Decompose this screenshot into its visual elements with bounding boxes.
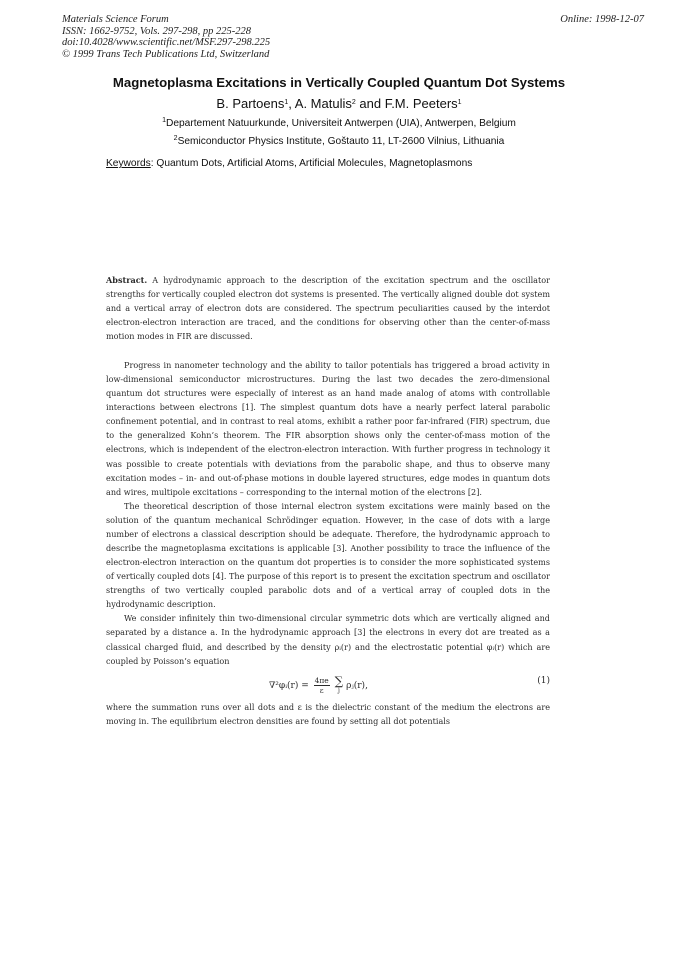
paragraph: The theoretical description of those internal electron system excitations were mainly based on the solution of the quantum mechanical Schrödinger equation. However, in the case of dots with a large number of electrons a classical description should be adequate. Therefore, the hydrodynamic approach to describe the magnetoplasma excitations is applicable [3]. Another possibility to trace the influence of the electron-electron interaction on the quantum dot properties is to consider the more sophisticated systems of vertically coupled dots [4]. The purpose of this report is to present the excitation spectrum and oscillator strengths of two vertically coupled parabolic dots and of a vertical array of coupled dots in the hydrodynamic description. [106, 500, 550, 610]
fraction-numerator: 4πe [314, 676, 329, 685]
author-name: F.M. Peeters [384, 96, 458, 111]
affiliation-marker: 1 [457, 99, 462, 106]
equation-fraction [314, 676, 330, 695]
paragraph: We consider infinitely thin two-dimensional circular symmetric dots which are vertically aligned and separated by a distance a. In the hydrodynamic approach [3] the electrons in every dot are treated as a classical charged fluid, and described by the density ρᵢ(r) and the electrostatic potential φᵢ(r) which are coupled by Poisson’s equation [106, 613, 550, 666]
author-separator: and [355, 96, 385, 111]
issn-line: ISSN: 1662-9752, Vols. 297-298, pp 225-228 [62, 25, 251, 37]
affiliation-text: Semiconductor Physics Institute, Goštauto 11, LT-2600 Vilnius, Lithuania [177, 136, 505, 147]
keywords-label: Keywords [106, 158, 151, 169]
equation-rhs: ρⱼ(r), [346, 681, 368, 691]
equation-body [269, 673, 368, 695]
sum-symbol: ∑ [334, 673, 344, 688]
affiliation-marker: 2 [351, 99, 356, 106]
keywords-line: Keywords: Quantum Dots, Artificial Atoms, Artificial Molecules, Magnetoplasmons [106, 158, 473, 169]
abstract-label: Abstract. [106, 275, 148, 285]
keywords-list: Quantum Dots, Artificial Atoms, Artificial Molecules, Magnetoplasmons [156, 158, 473, 169]
abstract-text: A hydrodynamic approach to the description of the excitation spectrum and the oscillator strengths for vertically coupled electron dot systems is presented. The vertically aligned double dot system and a vertical array of electron dots are considered. The spectrum peculiarities caused by the interdot electron-electron interaction are traced, and the conditions for observing other than the center-of-mass motion modes in FIR are discussed. [106, 275, 551, 342]
paragraph: Progress in nanometer technology and the ability to tailor potentials has triggered a broad activity in low-dimensional semiconductor microstructures. During the last two decades the zero-dimensional quantum dot structures were especially of interest as an hand made analog of atoms with controllable interactions between electrons [1]. The simplest quantum dots have a nearly perfect lateral parabolic confinement potential, and in contrast to real atoms, exhibit a rather poor far-infrared (FIR) spectrum, due to the generalized Kohn’s theorem. The FIR absorption shows only the center-of-mass motion of the electrons, which is independent of the electron-electron interaction. With further progress in technology it was possible to create potentials with deviations from the parabolic shape, and thus to observe many excitation modes – in- and out-of-phase motions in double layered structures, edge modes in quantum dots and wires, multipole excitations – corresponding to the internal motion of the electrons [2]. [106, 360, 550, 497]
copyright-line: © 1999 Trans Tech Publications Ltd, Switzerland [62, 48, 270, 60]
author-name: A. Matulis [294, 96, 352, 111]
author-separator: , [288, 96, 295, 111]
affiliation-number: 1 [162, 117, 166, 124]
affiliation-number: 2 [173, 135, 178, 142]
journal-name: Materials Science Forum [62, 14, 169, 25]
body-text [106, 358, 550, 668]
equation-1 [106, 670, 550, 694]
affiliation-1 [0, 118, 678, 129]
body-text-continued [106, 700, 550, 728]
publication-info [62, 14, 270, 60]
author-name: B. Partoens [216, 96, 285, 111]
paper-title: Magnetoplasma Excitations in Vertically Coupled Quantum Dot Systems [112, 75, 566, 90]
equation-number: (1) [537, 676, 550, 686]
author-list [0, 96, 678, 111]
affiliation-2 [0, 136, 678, 147]
sum-index: j [337, 686, 340, 694]
online-date: Online: 1998-12-07 [560, 14, 644, 25]
abstract [106, 273, 550, 343]
summation [334, 673, 344, 695]
affiliation-text: Departement Natuurkunde, Universiteit Antwerpen (UIA), Antwerpen, Belgium [165, 118, 516, 129]
equation-lhs: ∇²φᵢ(r) = [269, 681, 309, 691]
fraction-denominator: ε [319, 686, 324, 695]
affiliation-marker: 1 [284, 99, 289, 106]
doi-line: doi:10.4028/www.scientific.net/MSF.297-298.225 [62, 37, 271, 48]
paragraph: where the summation runs over all dots and ε is the dielectric constant of the medium the electrons are moving in. The equilibrium electron densities are found by setting all dot potentials [106, 702, 550, 727]
